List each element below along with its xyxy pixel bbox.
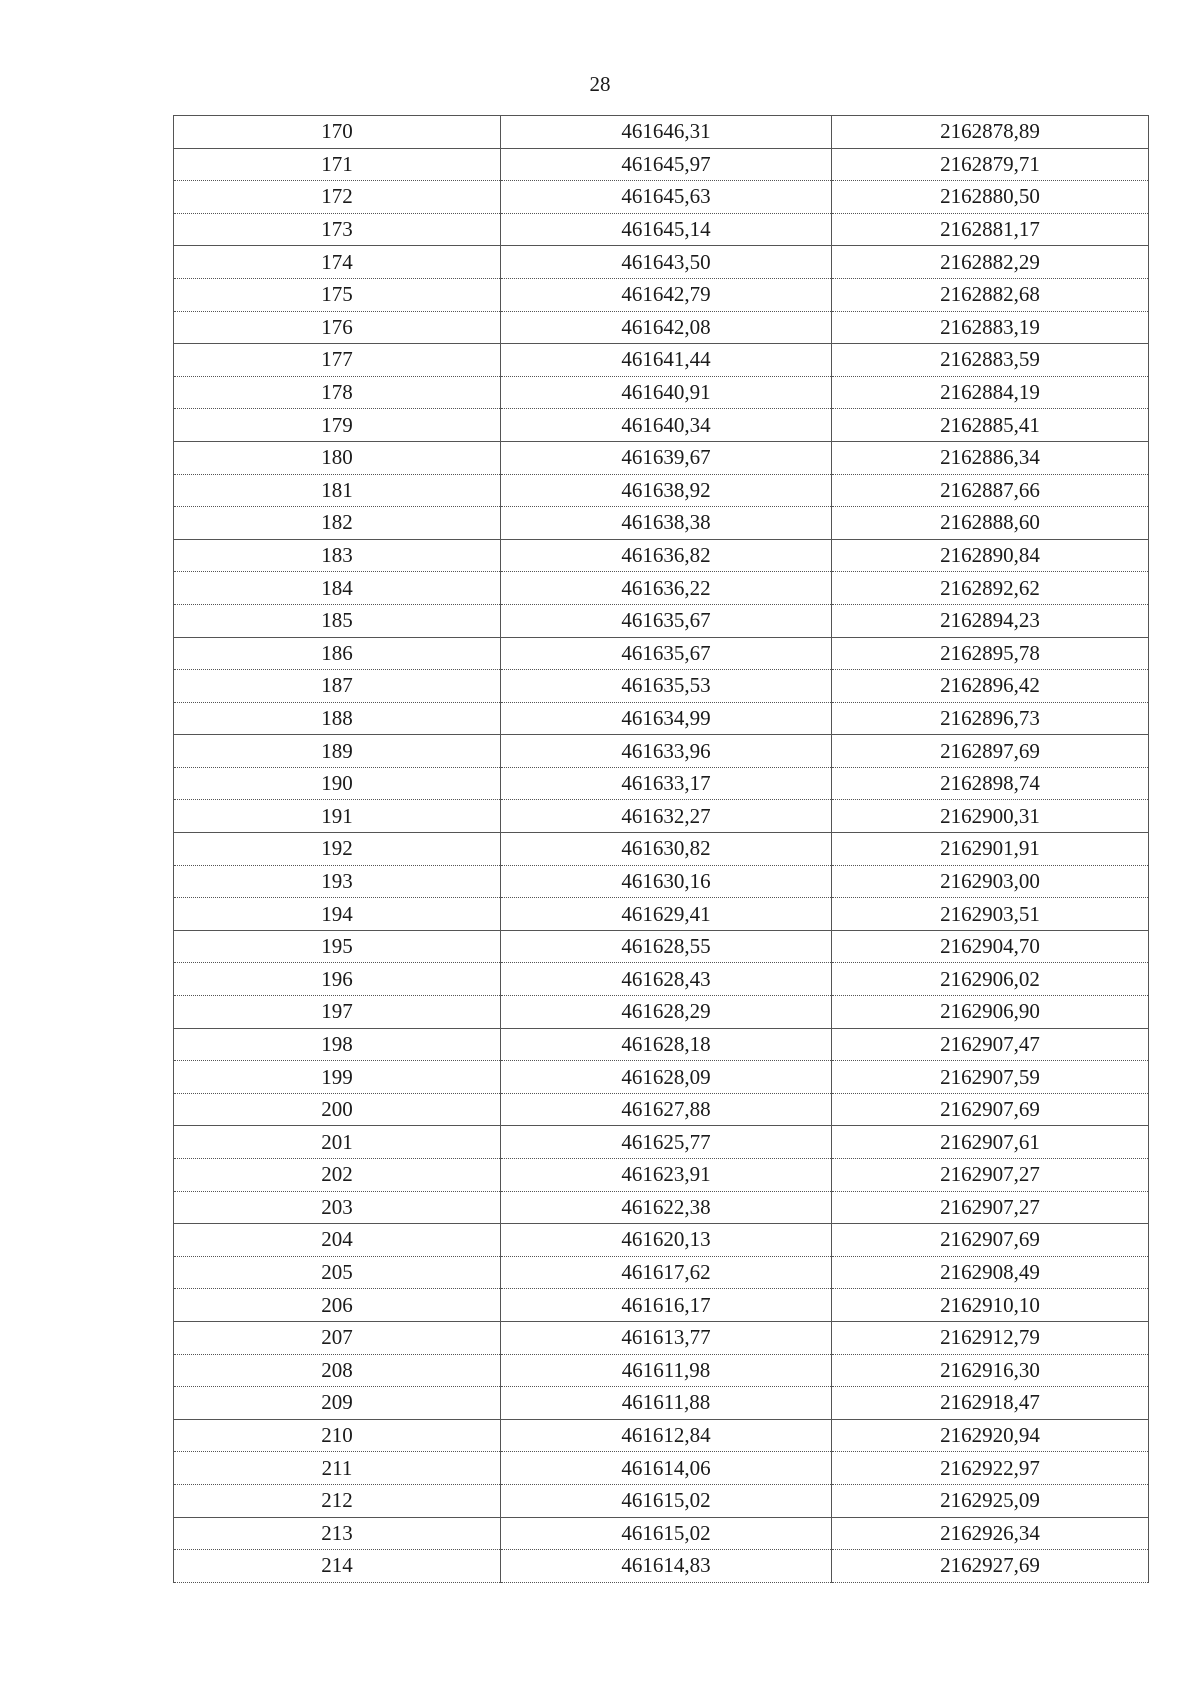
x-coordinate-cell: 461617,62 xyxy=(501,1256,832,1289)
point-number-cell: 183 xyxy=(174,539,501,572)
point-number-cell: 194 xyxy=(174,898,501,931)
table-row xyxy=(174,116,1149,149)
y-coordinate-cell: 2162883,59 xyxy=(832,344,1149,377)
x-coordinate-cell: 461632,27 xyxy=(501,800,832,833)
table-row xyxy=(174,865,1149,898)
point-number-cell: 170 xyxy=(174,116,501,149)
x-coordinate-cell: 461635,67 xyxy=(501,604,832,637)
x-coordinate-cell: 461640,91 xyxy=(501,376,832,409)
x-coordinate-cell: 461628,09 xyxy=(501,1061,832,1094)
y-coordinate-cell: 2162879,71 xyxy=(832,148,1149,181)
point-number-cell: 180 xyxy=(174,441,501,474)
point-number-cell: 185 xyxy=(174,604,501,637)
y-coordinate-cell: 2162882,29 xyxy=(832,246,1149,279)
point-number-cell: 212 xyxy=(174,1484,501,1517)
table-row xyxy=(174,1224,1149,1257)
y-coordinate-cell: 2162927,69 xyxy=(832,1550,1149,1583)
y-coordinate-cell: 2162886,34 xyxy=(832,441,1149,474)
point-number-cell: 206 xyxy=(174,1289,501,1322)
table-row xyxy=(174,376,1149,409)
x-coordinate-cell: 461623,91 xyxy=(501,1159,832,1192)
point-number-cell: 174 xyxy=(174,246,501,279)
x-coordinate-cell: 461612,84 xyxy=(501,1419,832,1452)
x-coordinate-cell: 461614,06 xyxy=(501,1452,832,1485)
y-coordinate-cell: 2162895,78 xyxy=(832,637,1149,670)
x-coordinate-cell: 461633,96 xyxy=(501,735,832,768)
y-coordinate-cell: 2162912,79 xyxy=(832,1321,1149,1354)
x-coordinate-cell: 461636,22 xyxy=(501,572,832,605)
x-coordinate-cell: 461643,50 xyxy=(501,246,832,279)
table-row xyxy=(174,1484,1149,1517)
point-number-cell: 200 xyxy=(174,1093,501,1126)
y-coordinate-cell: 2162908,49 xyxy=(832,1256,1149,1289)
x-coordinate-cell: 461636,82 xyxy=(501,539,832,572)
x-coordinate-cell: 461616,17 xyxy=(501,1289,832,1322)
table-row xyxy=(174,1028,1149,1061)
table-row xyxy=(174,1191,1149,1224)
point-number-cell: 208 xyxy=(174,1354,501,1387)
table-row xyxy=(174,344,1149,377)
point-number-cell: 191 xyxy=(174,800,501,833)
point-number-cell: 197 xyxy=(174,996,501,1029)
y-coordinate-cell: 2162907,47 xyxy=(832,1028,1149,1061)
x-coordinate-cell: 461625,77 xyxy=(501,1126,832,1159)
x-coordinate-cell: 461614,83 xyxy=(501,1550,832,1583)
x-coordinate-cell: 461642,79 xyxy=(501,278,832,311)
point-number-cell: 189 xyxy=(174,735,501,768)
table-row xyxy=(174,898,1149,931)
point-number-cell: 190 xyxy=(174,767,501,800)
y-coordinate-cell: 2162903,00 xyxy=(832,865,1149,898)
x-coordinate-cell: 461638,38 xyxy=(501,507,832,540)
point-number-cell: 214 xyxy=(174,1550,501,1583)
x-coordinate-cell: 461641,44 xyxy=(501,344,832,377)
point-number-cell: 209 xyxy=(174,1387,501,1420)
point-number-cell: 177 xyxy=(174,344,501,377)
table-row xyxy=(174,278,1149,311)
y-coordinate-cell: 2162926,34 xyxy=(832,1517,1149,1550)
x-coordinate-cell: 461639,67 xyxy=(501,441,832,474)
y-coordinate-cell: 2162880,50 xyxy=(832,181,1149,214)
x-coordinate-cell: 461628,55 xyxy=(501,930,832,963)
table-row xyxy=(174,572,1149,605)
point-number-cell: 199 xyxy=(174,1061,501,1094)
x-coordinate-cell: 461633,17 xyxy=(501,767,832,800)
table-row xyxy=(174,1061,1149,1094)
point-number-cell: 198 xyxy=(174,1028,501,1061)
table-row xyxy=(174,767,1149,800)
y-coordinate-cell: 2162898,74 xyxy=(832,767,1149,800)
y-coordinate-cell: 2162881,17 xyxy=(832,213,1149,246)
point-number-cell: 184 xyxy=(174,572,501,605)
table-row xyxy=(174,996,1149,1029)
y-coordinate-cell: 2162888,60 xyxy=(832,507,1149,540)
y-coordinate-cell: 2162885,41 xyxy=(832,409,1149,442)
point-number-cell: 195 xyxy=(174,930,501,963)
y-coordinate-cell: 2162887,66 xyxy=(832,474,1149,507)
point-number-cell: 210 xyxy=(174,1419,501,1452)
y-coordinate-cell: 2162894,23 xyxy=(832,604,1149,637)
x-coordinate-cell: 461611,88 xyxy=(501,1387,832,1420)
y-coordinate-cell: 2162890,84 xyxy=(832,539,1149,572)
table-row xyxy=(174,637,1149,670)
table-row xyxy=(174,181,1149,214)
point-number-cell: 205 xyxy=(174,1256,501,1289)
table-row xyxy=(174,213,1149,246)
y-coordinate-cell: 2162884,19 xyxy=(832,376,1149,409)
y-coordinate-cell: 2162925,09 xyxy=(832,1484,1149,1517)
x-coordinate-cell: 461627,88 xyxy=(501,1093,832,1126)
x-coordinate-cell: 461622,38 xyxy=(501,1191,832,1224)
x-coordinate-cell: 461629,41 xyxy=(501,898,832,931)
point-number-cell: 213 xyxy=(174,1517,501,1550)
point-number-cell: 188 xyxy=(174,702,501,735)
table-row xyxy=(174,409,1149,442)
table-row xyxy=(174,930,1149,963)
y-coordinate-cell: 2162907,27 xyxy=(832,1159,1149,1192)
y-coordinate-cell: 2162897,69 xyxy=(832,735,1149,768)
point-number-cell: 176 xyxy=(174,311,501,344)
y-coordinate-cell: 2162900,31 xyxy=(832,800,1149,833)
table-row xyxy=(174,311,1149,344)
x-coordinate-cell: 461615,02 xyxy=(501,1484,832,1517)
table-row xyxy=(174,246,1149,279)
y-coordinate-cell: 2162903,51 xyxy=(832,898,1149,931)
point-number-cell: 173 xyxy=(174,213,501,246)
x-coordinate-cell: 461628,18 xyxy=(501,1028,832,1061)
point-number-cell: 202 xyxy=(174,1159,501,1192)
x-coordinate-cell: 461630,82 xyxy=(501,833,832,866)
table-row xyxy=(174,670,1149,703)
table-row xyxy=(174,148,1149,181)
point-number-cell: 175 xyxy=(174,278,501,311)
x-coordinate-cell: 461635,67 xyxy=(501,637,832,670)
point-number-cell: 207 xyxy=(174,1321,501,1354)
y-coordinate-cell: 2162920,94 xyxy=(832,1419,1149,1452)
y-coordinate-cell: 2162907,69 xyxy=(832,1224,1149,1257)
table-row xyxy=(174,1550,1149,1583)
table-row xyxy=(174,1321,1149,1354)
point-number-cell: 201 xyxy=(174,1126,501,1159)
point-number-cell: 203 xyxy=(174,1191,501,1224)
table-row xyxy=(174,1387,1149,1420)
x-coordinate-cell: 461615,02 xyxy=(501,1517,832,1550)
table-row xyxy=(174,441,1149,474)
y-coordinate-cell: 2162883,19 xyxy=(832,311,1149,344)
table-row xyxy=(174,1517,1149,1550)
table-row xyxy=(174,963,1149,996)
x-coordinate-cell: 461640,34 xyxy=(501,409,832,442)
y-coordinate-cell: 2162878,89 xyxy=(832,116,1149,149)
table-row xyxy=(174,702,1149,735)
table-row xyxy=(174,833,1149,866)
y-coordinate-cell: 2162904,70 xyxy=(832,930,1149,963)
y-coordinate-cell: 2162907,69 xyxy=(832,1093,1149,1126)
table-row xyxy=(174,539,1149,572)
point-number-cell: 187 xyxy=(174,670,501,703)
point-number-cell: 186 xyxy=(174,637,501,670)
x-coordinate-cell: 461645,14 xyxy=(501,213,832,246)
y-coordinate-cell: 2162901,91 xyxy=(832,833,1149,866)
point-number-cell: 171 xyxy=(174,148,501,181)
x-coordinate-cell: 461630,16 xyxy=(501,865,832,898)
point-number-cell: 196 xyxy=(174,963,501,996)
table-row xyxy=(174,474,1149,507)
point-number-cell: 181 xyxy=(174,474,501,507)
table-row xyxy=(174,735,1149,768)
y-coordinate-cell: 2162892,62 xyxy=(832,572,1149,605)
point-number-cell: 182 xyxy=(174,507,501,540)
x-coordinate-cell: 461628,43 xyxy=(501,963,832,996)
x-coordinate-cell: 461635,53 xyxy=(501,670,832,703)
table-row xyxy=(174,1419,1149,1452)
table-row xyxy=(174,507,1149,540)
x-coordinate-cell: 461645,97 xyxy=(501,148,832,181)
x-coordinate-cell: 461638,92 xyxy=(501,474,832,507)
coordinates-table-body xyxy=(174,116,1149,1583)
x-coordinate-cell: 461634,99 xyxy=(501,702,832,735)
table-row xyxy=(174,1452,1149,1485)
table-row xyxy=(174,1289,1149,1322)
y-coordinate-cell: 2162918,47 xyxy=(832,1387,1149,1420)
x-coordinate-cell: 461628,29 xyxy=(501,996,832,1029)
table-row xyxy=(174,1354,1149,1387)
x-coordinate-cell: 461645,63 xyxy=(501,181,832,214)
page-number: 28 xyxy=(589,72,611,96)
x-coordinate-cell: 461620,13 xyxy=(501,1224,832,1257)
y-coordinate-cell: 2162922,97 xyxy=(832,1452,1149,1485)
point-number-cell: 204 xyxy=(174,1224,501,1257)
y-coordinate-cell: 2162910,10 xyxy=(832,1289,1149,1322)
table-row xyxy=(174,1126,1149,1159)
y-coordinate-cell: 2162882,68 xyxy=(832,278,1149,311)
point-number-cell: 211 xyxy=(174,1452,501,1485)
point-number-cell: 193 xyxy=(174,865,501,898)
coordinates-table xyxy=(173,115,1149,1583)
x-coordinate-cell: 461611,98 xyxy=(501,1354,832,1387)
x-coordinate-cell: 461646,31 xyxy=(501,116,832,149)
point-number-cell: 178 xyxy=(174,376,501,409)
y-coordinate-cell: 2162907,27 xyxy=(832,1191,1149,1224)
table-row xyxy=(174,1256,1149,1289)
y-coordinate-cell: 2162896,42 xyxy=(832,670,1149,703)
y-coordinate-cell: 2162907,61 xyxy=(832,1126,1149,1159)
y-coordinate-cell: 2162906,90 xyxy=(832,996,1149,1029)
point-number-cell: 179 xyxy=(174,409,501,442)
table-row xyxy=(174,1159,1149,1192)
table-row xyxy=(174,1093,1149,1126)
x-coordinate-cell: 461642,08 xyxy=(501,311,832,344)
y-coordinate-cell: 2162916,30 xyxy=(832,1354,1149,1387)
y-coordinate-cell: 2162907,59 xyxy=(832,1061,1149,1094)
point-number-cell: 172 xyxy=(174,181,501,214)
y-coordinate-cell: 2162906,02 xyxy=(832,963,1149,996)
point-number-cell: 192 xyxy=(174,833,501,866)
table-row xyxy=(174,604,1149,637)
table-row xyxy=(174,800,1149,833)
y-coordinate-cell: 2162896,73 xyxy=(832,702,1149,735)
x-coordinate-cell: 461613,77 xyxy=(501,1321,832,1354)
